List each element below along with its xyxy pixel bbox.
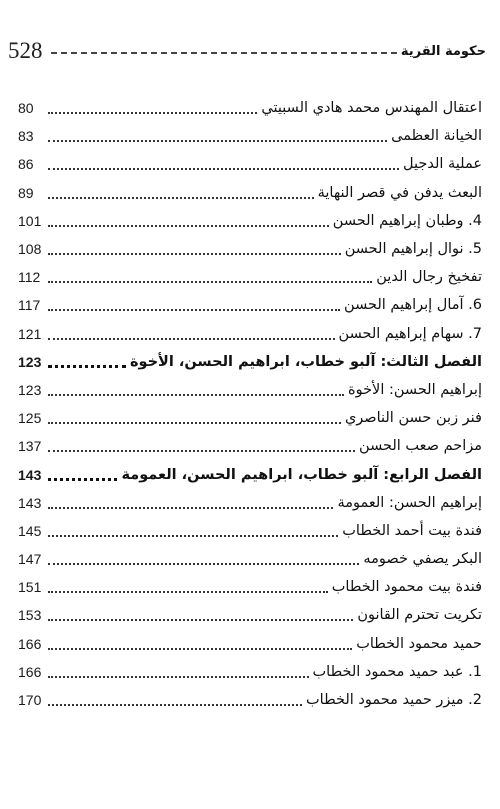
entry-title: عملية الدجيل xyxy=(403,156,482,173)
entry-page-number: 86 xyxy=(18,156,34,173)
dot-leader xyxy=(48,253,341,255)
toc-entry xyxy=(18,207,482,235)
toc-entry xyxy=(18,150,482,178)
entry-page-number: 166 xyxy=(18,663,42,680)
toc-entry xyxy=(18,658,482,686)
dot-leader xyxy=(48,676,309,678)
entry-title: الفصل الثالث: آلبو خطاب، ابراهيم الحسن، الأخوة xyxy=(129,353,482,370)
entry-title: فنر زبن حسن الناصري xyxy=(344,410,482,427)
entry-title: تكريت تحترم القانون xyxy=(357,607,482,624)
entry-page-number: 108 xyxy=(18,241,42,258)
entry-title: إبراهيم الحسن: الأخوة xyxy=(348,381,482,398)
entry-page-number: 89 xyxy=(18,184,34,201)
toc-entry xyxy=(18,489,482,517)
toc-entry xyxy=(18,122,482,150)
entry-title: تفخيخ رجال الدين xyxy=(376,269,482,286)
entry-page-number: 170 xyxy=(18,692,42,709)
entry-page-number: 80 xyxy=(18,100,34,117)
dot-leader xyxy=(48,394,344,396)
entry-title: 2. ميزر حميد محمود الخطاب xyxy=(306,692,482,709)
dot-leader xyxy=(48,450,355,452)
page-number: 528 xyxy=(8,38,43,63)
toc-entry xyxy=(18,179,482,207)
entry-page-number: 145 xyxy=(18,522,42,539)
entry-page-number: 153 xyxy=(18,607,42,624)
toc-entry xyxy=(18,601,482,629)
dot-leader xyxy=(48,591,328,593)
dot-leader xyxy=(48,535,338,537)
entry-title: اعتقال المهندس محمد هادي السبيتي xyxy=(261,100,482,117)
entry-title: البكر يصفي خصومه xyxy=(363,551,482,568)
toc-entry xyxy=(18,291,482,319)
entry-title: فندة بيت أحمد الخطاب xyxy=(342,522,482,539)
dot-leader xyxy=(48,197,314,199)
toc-entry xyxy=(18,432,482,460)
dot-leader xyxy=(48,168,399,170)
entry-title: الخيانة العظمى xyxy=(391,128,482,145)
dot-leader xyxy=(48,619,353,621)
entry-page-number: 101 xyxy=(18,212,42,229)
entry-page-number: 147 xyxy=(18,551,42,568)
entry-page-number: 137 xyxy=(18,438,42,455)
dot-leader xyxy=(48,507,333,509)
dot-leader xyxy=(48,648,352,650)
dot-leader xyxy=(48,563,359,565)
toc-entry xyxy=(18,320,482,348)
toc-entry xyxy=(18,94,482,122)
entry-page-number: 112 xyxy=(18,269,41,286)
dot-leader xyxy=(48,140,387,142)
entry-title: الفصل الرابع: آلبو خطاب، ابراهيم الحسن، العمومة xyxy=(121,466,482,483)
page-header xyxy=(8,36,486,66)
toc-entry xyxy=(18,263,482,291)
entry-title: البعث يدفن في قصر النهاية xyxy=(317,184,482,201)
entry-title: 6. آمال إبراهيم الحسن xyxy=(344,297,482,314)
header-divider xyxy=(51,52,397,54)
toc-entry xyxy=(18,376,482,404)
toc-entry xyxy=(18,545,482,573)
entry-title: مزاحم صعب الحسن xyxy=(359,438,482,455)
toc-entry xyxy=(18,517,482,545)
entry-page-number: 143 xyxy=(18,466,42,483)
entry-page-number: 143 xyxy=(18,494,42,511)
dot-leader xyxy=(48,112,257,114)
entry-page-number: 151 xyxy=(18,579,42,596)
toc-entry xyxy=(18,573,482,601)
table-of-contents xyxy=(18,94,482,714)
dot-leader xyxy=(48,225,329,227)
dot-leader xyxy=(48,309,340,311)
toc-entry xyxy=(18,235,482,263)
entry-title: 7. سهام إبراهيم الحسن xyxy=(338,325,482,342)
entry-page-number: 117 xyxy=(18,297,41,314)
dot-leader xyxy=(48,478,117,481)
toc-entry xyxy=(18,630,482,658)
entry-page-number: 121 xyxy=(18,325,42,342)
dot-leader xyxy=(48,704,302,706)
dot-leader xyxy=(48,281,372,283)
entry-page-number: 83 xyxy=(18,128,34,145)
chapter-heading-entry xyxy=(18,348,482,376)
entry-title: فندة بيت محمود الخطاب xyxy=(331,579,482,596)
dot-leader xyxy=(48,338,335,340)
entry-page-number: 123 xyxy=(18,353,42,370)
entry-page-number: 123 xyxy=(18,381,42,398)
toc-entry xyxy=(18,686,482,714)
entry-title: 5. نوال إبراهيم الحسن xyxy=(344,241,482,258)
dot-leader xyxy=(48,422,341,424)
entry-title: حميد محمود الخطاب xyxy=(356,635,482,652)
entry-page-number: 166 xyxy=(18,635,42,652)
running-title: حكومة القرية xyxy=(400,43,486,59)
entry-title: 4. وطبان إبراهيم الحسن xyxy=(332,212,482,229)
entry-page-number: 125 xyxy=(18,410,42,427)
chapter-heading-entry xyxy=(18,460,482,488)
toc-entry xyxy=(18,404,482,432)
entry-title: إبراهيم الحسن: العمومة xyxy=(337,494,482,511)
entry-title: 1. عبد حميد محمود الخطاب xyxy=(312,663,482,680)
dot-leader xyxy=(48,365,126,368)
